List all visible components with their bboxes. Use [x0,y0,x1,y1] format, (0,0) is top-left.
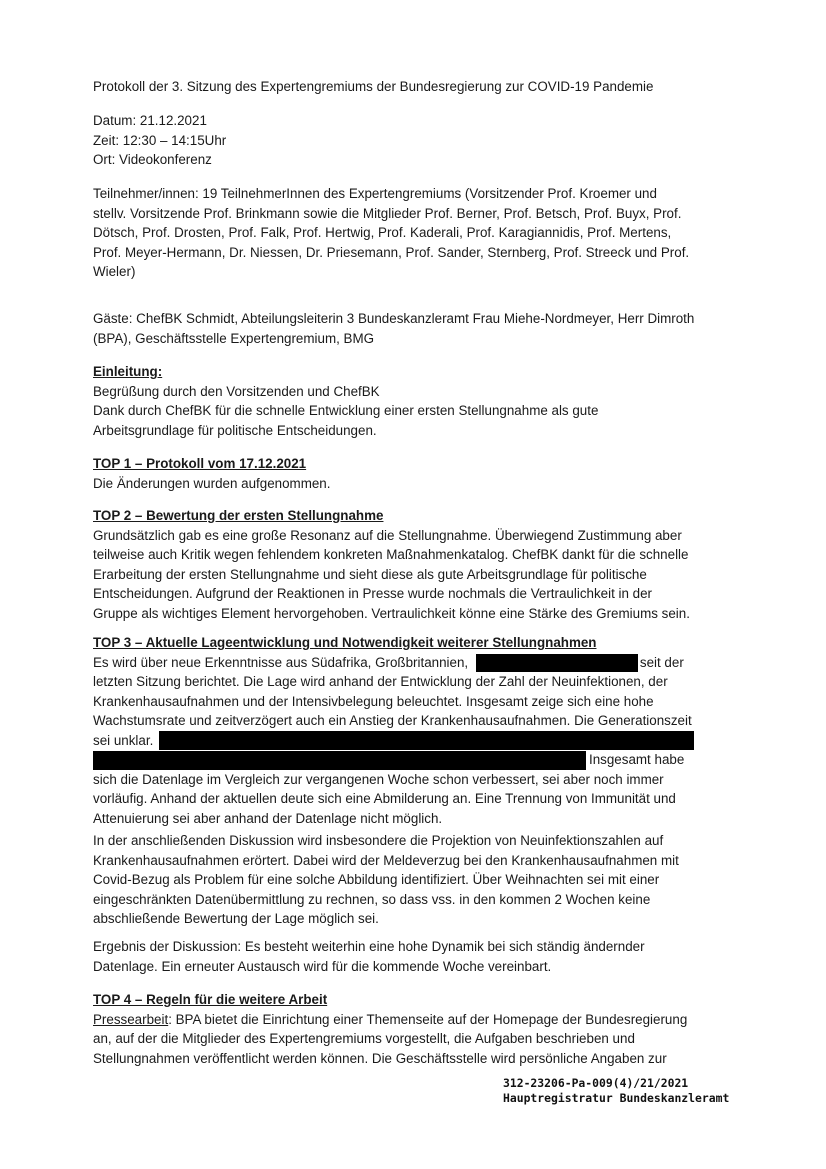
section-einleitung [93,362,693,440]
top4-line: an, auf der die Mitglieder des Expertengremiums vorgestellt, die Aufgaben beschrieben und [93,1031,635,1046]
document-title: Protokoll der 3. Sitzung des Expertengremiums der Bundesregierung zur COVID-19 Pandemie [93,79,654,94]
top2-line: Erarbeitung der ersten Stellungnahme und sieht diese als gute Arbeitsgrundlage für politische [93,566,647,582]
einleitung-line: Begrüßung durch den Vorsitzenden und ChefBK [93,383,380,399]
registry-number: 312-23206-Pa-009(4)/21/2021 [503,1076,689,1090]
guests-line: Gäste: ChefBK Schmidt, Abteilungsleiterin 3 Bundeskanzleramt Frau Miehe-Nordmeyer, Herr Dimroth [93,311,695,326]
top2-line: Gruppe als wichtiges Element hervorgehoben. Vertraulichkeit könne eine Stärke des Gremiums sein. [93,605,690,621]
participants-paragraph [93,184,693,282]
top3-text: sei unklar. [93,732,154,748]
registry-office: Hauptregistratur Bundeskanzleramt [503,1091,730,1105]
top3-line: vorläufig. Anhand der aktuellen deute sich eine Abmilderung an. Eine Trennung von Immunität und [93,791,676,806]
top3-line: Wachstumsrate und zeitverzögert auch ein Anstieg der Krankenhausaufnahmen. Die Generationszeit [93,713,692,728]
section-top2 [93,506,693,623]
result-line: Datenlage. Ein erneuter Austausch wird für die kommende Woche vereinbart. [93,958,552,974]
meeting-meta [93,111,693,170]
einleitung-line: Dank durch ChefBK für die schnelle Entwicklung einer ersten Stellungnahme als gute [93,403,599,418]
result-line: Ergebnis der Diskussion: Es besteht weiterhin eine hohe Dynamik bei sich ständig ändernder [93,939,645,954]
registry-stamp [503,1076,729,1106]
pressearbeit-label: Pressearbeit [93,1011,169,1027]
top3-line: Krankenhausaufnahmen und der Intensivbelegung beleuchtet. Insgesamt zeige sich eine hohe [93,693,654,709]
top2-line: Grundsätzlich gab es eine große Resonanz auf die Stellungnahme. Überwiegend Zustimmung aber [93,527,682,543]
participants-line: stellv. Vorsitzende Prof. Brinkmann sowie die Mitglieder Prof. Berner, Prof. Betsch, Prof. Buyx, Prof. [93,205,682,221]
document-title-block [93,77,693,97]
section-heading-top1: TOP 1 – Protokoll vom 17.12.2021 [93,456,307,471]
section-heading-top4: TOP 4 – Regeln für die weitere Arbeit [93,992,328,1007]
top4-line: Stellungnahmen veröffentlicht werden können. Die Geschäftsstelle wird persönliche Angaben zur [93,1050,667,1066]
meta-location: Ort: Videokonferenz [93,152,212,167]
guests-paragraph [93,309,693,348]
discussion-line: In der anschließenden Diskussion wird insbesondere die Projektion von Neuinfektionszahlen auf [93,833,664,848]
top1-line: Die Änderungen wurden aufgenommen. [93,475,331,491]
top4-text: : BPA bietet die Einrichtung einer Themenseite auf der Homepage der Bundesregierung [168,1011,688,1027]
section-top3 [93,633,733,828]
participants-line: Prof. Meyer-Hermann, Dr. Niessen, Dr. Priesemann, Prof. Sander, Sternberg, Prof. Streeck und Prof. [93,244,690,260]
section-heading-top2: TOP 2 – Bewertung der ersten Stellungnahme [93,508,384,523]
section-heading-top3: TOP 3 – Aktuelle Lageentwicklung und Notwendigkeit weiterer Stellungnahmen [93,635,597,650]
participants-line: Wieler) [93,264,136,279]
top4-line [93,1010,693,1030]
guests-line: (BPA), Geschäftsstelle Expertengremium, BMG [93,330,375,346]
section-top4 [93,990,693,1068]
top2-line: Entscheidungen. Aufgrund der Reaktionen in Presse wurde nochmals die Vertraulichkeit in der [93,586,653,601]
result-paragraph [93,937,693,976]
section-top1 [93,454,693,493]
einleitung-line: Arbeitsgrundlage für politische Entscheidungen. [93,422,377,438]
top3-text: seit der [639,654,684,670]
section-heading-einleitung: Einleitung: [93,364,163,379]
discussion-line: eingeschränkten Datenübermittlung zu rechnen, so dass vss. in den kommen 2 Wochen keine [93,891,651,907]
top3-line: sich die Datenlage im Vergleich zur vergangenen Woche schon verbessert, sei aber noch immer [93,771,664,787]
redaction-bar [159,731,694,750]
discussion-line: abschließende Bewertung der Lage möglich sei. [93,911,379,926]
meta-date: Datum: 21.12.2021 [93,113,207,128]
discussion-paragraph [93,831,693,929]
meta-time: Zeit: 12:30 – 14:15Uhr [93,132,227,148]
participants-line: Dötsch, Prof. Drosten, Prof. Falk, Prof. Hertwig, Prof. Kaderali, Prof. Karagiannidis, Prof. Mertens, [93,225,672,240]
discussion-line: Krankenhausaufnahmen erörtert. Dabei wird der Meldeverzug bei den Krankenhausaufnahmen mit [93,852,679,868]
redaction-bar [93,751,586,770]
top3-line: letzten Sitzung berichtet. Die Lage wird anhand der Entwicklung der Zahl der Neuinfektionen, der [93,674,668,689]
top2-line: teilweise auch Kritik wegen fehlendem konkreten Maßnahmenkatalog. ChefBK dankt für die schnelle [93,547,689,562]
top3-text: Es wird über neue Erkenntnisse aus Südafrika, Großbritannien, [93,654,469,670]
top3-line [93,750,733,770]
redaction-bar [476,654,638,672]
top3-line [93,731,733,751]
top3-line: Attenuierung sei aber anhand der Datenlage nicht möglich. [93,810,443,826]
discussion-line: Covid-Bezug als Problem für eine solche Abbildung identifiziert. Über Weihnachten sei mit einer [93,872,660,887]
top3-text: Insgesamt habe [589,752,685,767]
participants-line: Teilnehmer/innen: 19 TeilnehmerInnen des Expertengremiums (Vorsitzender Prof. Kroemer und [93,186,657,201]
top3-line [93,653,733,673]
